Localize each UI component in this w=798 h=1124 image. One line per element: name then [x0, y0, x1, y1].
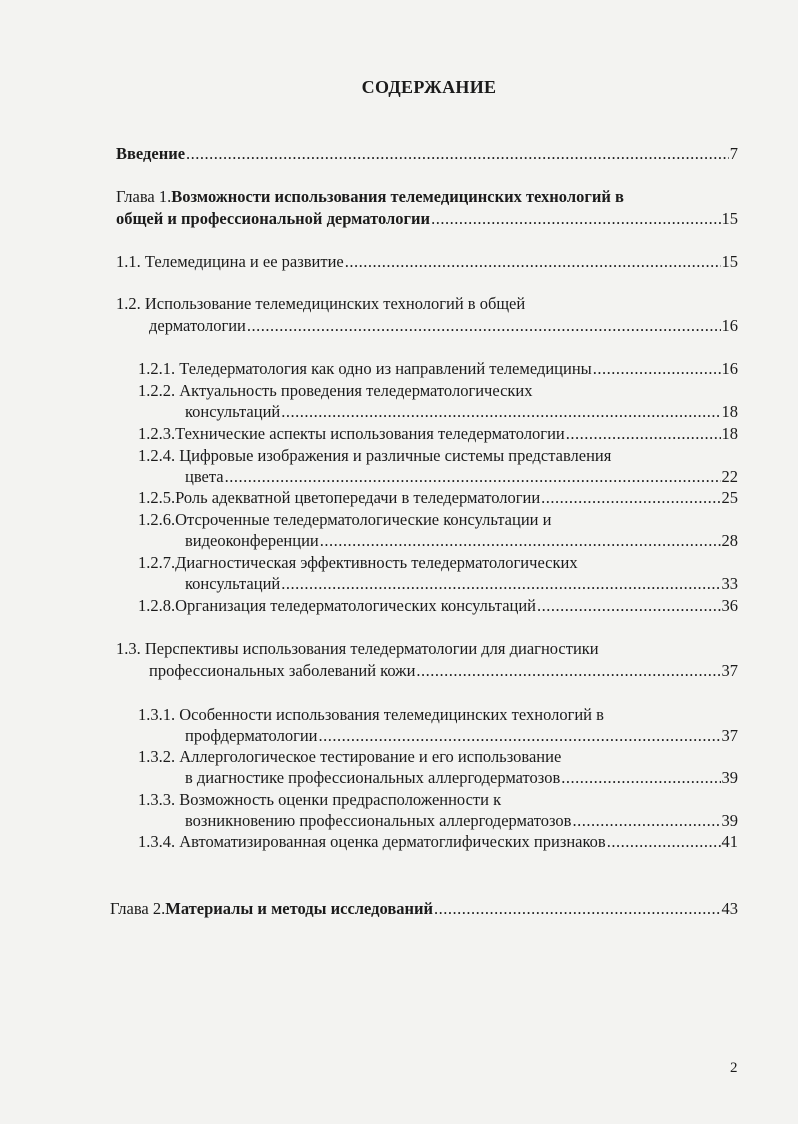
- toc-entry-1-2-6-line1[interactable]: [138, 509, 738, 531]
- toc-entry-1-2-6-line2[interactable]: [185, 530, 738, 552]
- toc-entry-1-2-2-line1[interactable]: [138, 380, 738, 402]
- toc-page-number: 33: [721, 574, 738, 593]
- toc-entry-1-2-4-line2[interactable]: [185, 466, 738, 488]
- toc-entry-1-2-line1[interactable]: [116, 293, 738, 315]
- chapter-prefix: Глава 2.: [110, 899, 166, 918]
- toc-page-number: 18: [721, 424, 738, 443]
- leader-dots: [607, 831, 721, 853]
- toc-entry-1-3-2-line2[interactable]: [185, 767, 738, 789]
- toc-entry-label-cont: дерматологии: [149, 316, 246, 335]
- leader-dots: [541, 487, 720, 509]
- chapter-title-line2: общей и профессиональной дерматологии: [116, 209, 431, 228]
- toc-page-number: 16: [721, 316, 738, 335]
- toc-entry-1-3-1-line2[interactable]: [185, 725, 738, 747]
- toc-page-number: 16: [721, 359, 738, 378]
- toc-page-number: 37: [721, 661, 738, 680]
- leader-dots: [320, 530, 721, 552]
- leader-dots: [561, 767, 720, 789]
- leader-dots: [431, 208, 720, 230]
- page-title: СОДЕРЖАНИЕ: [361, 77, 497, 97]
- toc-entry-chapter1-line1[interactable]: [116, 186, 738, 208]
- toc-page-number: 22: [721, 467, 738, 486]
- toc-entry-1-3-2-line1[interactable]: [138, 746, 738, 768]
- toc-entry-1-2-7-line2[interactable]: [185, 573, 738, 595]
- toc-entry-label-cont: в диагностике профессиональных аллергодерматозов: [185, 768, 561, 787]
- toc-page-number: 41: [721, 832, 738, 851]
- toc-entry-label: 1.2.3.Технические аспекты использования теледерматологии: [138, 424, 565, 443]
- toc-entry-1-1[interactable]: [116, 251, 738, 273]
- toc-entry-chapter1-line2[interactable]: [116, 208, 738, 230]
- toc-entry-chapter2[interactable]: [110, 898, 738, 920]
- toc-entry-label: 1.2.2. Актуальность проведения теледерматологических: [138, 381, 533, 400]
- toc-entry-1-3-1-line1[interactable]: [138, 704, 738, 726]
- toc-entry-label-cont: консультаций: [185, 402, 281, 421]
- toc-entry-1-3-4[interactable]: [138, 831, 738, 853]
- toc-entry-label-cont: профессиональных заболеваний кожи: [149, 661, 416, 680]
- leader-dots: [319, 725, 721, 747]
- toc-entry-1-2-8[interactable]: [138, 595, 738, 617]
- leader-dots: [281, 401, 720, 423]
- toc-entry-label: 1.2.4. Цифровые изображения и различные системы представления: [138, 446, 612, 465]
- toc-entry-label-cont: цвета: [185, 467, 224, 486]
- toc-page-number: 7: [729, 144, 738, 163]
- page-number: 2: [730, 1060, 738, 1076]
- leader-dots: [537, 595, 720, 617]
- toc-page-number: 36: [721, 596, 738, 615]
- leader-dots: [281, 573, 720, 595]
- chapter-title: Материалы и методы исследований: [165, 899, 434, 918]
- toc-entry-label: 1.3.4. Автоматизированная оценка дерматоглифических признаков: [138, 832, 606, 851]
- toc-entry-label: 1.2.1. Теледерматология как одно из направлений телемедицины: [138, 359, 592, 378]
- toc-entry-label: 1.2.7.Диагностическая эффективность теледерматологических: [138, 553, 578, 572]
- chapter-title-line1: Возможности использования телемедицинских технологий в: [171, 187, 624, 206]
- toc-entry-1-3-3-line1[interactable]: [138, 789, 738, 811]
- toc-entry-1-2-5[interactable]: [138, 487, 738, 509]
- toc-entry-1-2-1[interactable]: [138, 358, 738, 380]
- leader-dots: [572, 810, 720, 832]
- chapter-prefix: Глава 1.: [116, 187, 172, 206]
- toc-entry-label: 1.3. Перспективы использования теледерматологии для диагностики: [116, 639, 599, 658]
- toc-entry-label: 1.2.8.Организация теледерматологических консультаций: [138, 596, 537, 615]
- toc-entry-label: 1.2.6.Отсроченные теледерматологические консультации и: [138, 510, 552, 529]
- toc-entry-label: 1.2. Использование телемедицинских технологий в общей: [116, 294, 526, 313]
- toc-page-number: 28: [721, 531, 738, 550]
- toc-entry-1-2-3[interactable]: [138, 423, 738, 445]
- leader-dots: [416, 660, 720, 682]
- toc-page-number: 18: [721, 402, 738, 421]
- toc-entry-1-3-line2[interactable]: [149, 660, 738, 682]
- toc-entry-1-2-line2[interactable]: [149, 315, 738, 337]
- leader-dots: [593, 358, 721, 380]
- leader-dots: [566, 423, 721, 445]
- toc-page-number: 25: [721, 488, 738, 507]
- toc-entry-1-2-2-line2[interactable]: [185, 401, 738, 423]
- toc-entry-1-3-3-line2[interactable]: [185, 810, 738, 832]
- toc-entry-label: 1.3.1. Особенности использования телемедицинских технологий в: [138, 705, 604, 724]
- toc-entry-label-cont: консультаций: [185, 574, 281, 593]
- toc-page-number: 15: [721, 209, 738, 228]
- toc-entry-1-2-7-line1[interactable]: [138, 552, 738, 574]
- toc-entry-label-cont: возникновению профессиональных аллергодерматозов: [185, 811, 572, 830]
- toc-page-number: 39: [721, 811, 738, 830]
- toc-entry-label: 1.1. Телемедицина и ее развитие: [116, 252, 344, 271]
- toc-entry-label: 1.2.5.Роль адекватной цветопередачи в теледерматологии: [138, 488, 541, 507]
- toc-page-number: 15: [721, 252, 738, 271]
- toc-page-number: 37: [721, 726, 738, 745]
- toc-entry-label-cont: видеоконференции: [185, 531, 319, 550]
- leader-dots: [345, 251, 721, 273]
- toc-entry-intro[interactable]: [116, 143, 738, 165]
- toc-page-number: 39: [721, 768, 738, 787]
- leader-dots: [434, 898, 720, 920]
- toc-entry-label: Введение: [116, 144, 186, 163]
- toc-entry-label: 1.3.2. Аллергологическое тестирование и его использование: [138, 747, 562, 766]
- leader-dots: [225, 466, 721, 488]
- toc-entry-1-3-line1[interactable]: [116, 638, 738, 660]
- toc-entry-label-cont: профдерматологии: [185, 726, 318, 745]
- toc-page-number: 43: [721, 899, 738, 918]
- toc-entry-label: 1.3.3. Возможность оценки предрасположенности к: [138, 790, 502, 809]
- toc-entry-1-2-4-line1[interactable]: [138, 445, 738, 467]
- leader-dots: [186, 143, 729, 165]
- leader-dots: [247, 315, 721, 337]
